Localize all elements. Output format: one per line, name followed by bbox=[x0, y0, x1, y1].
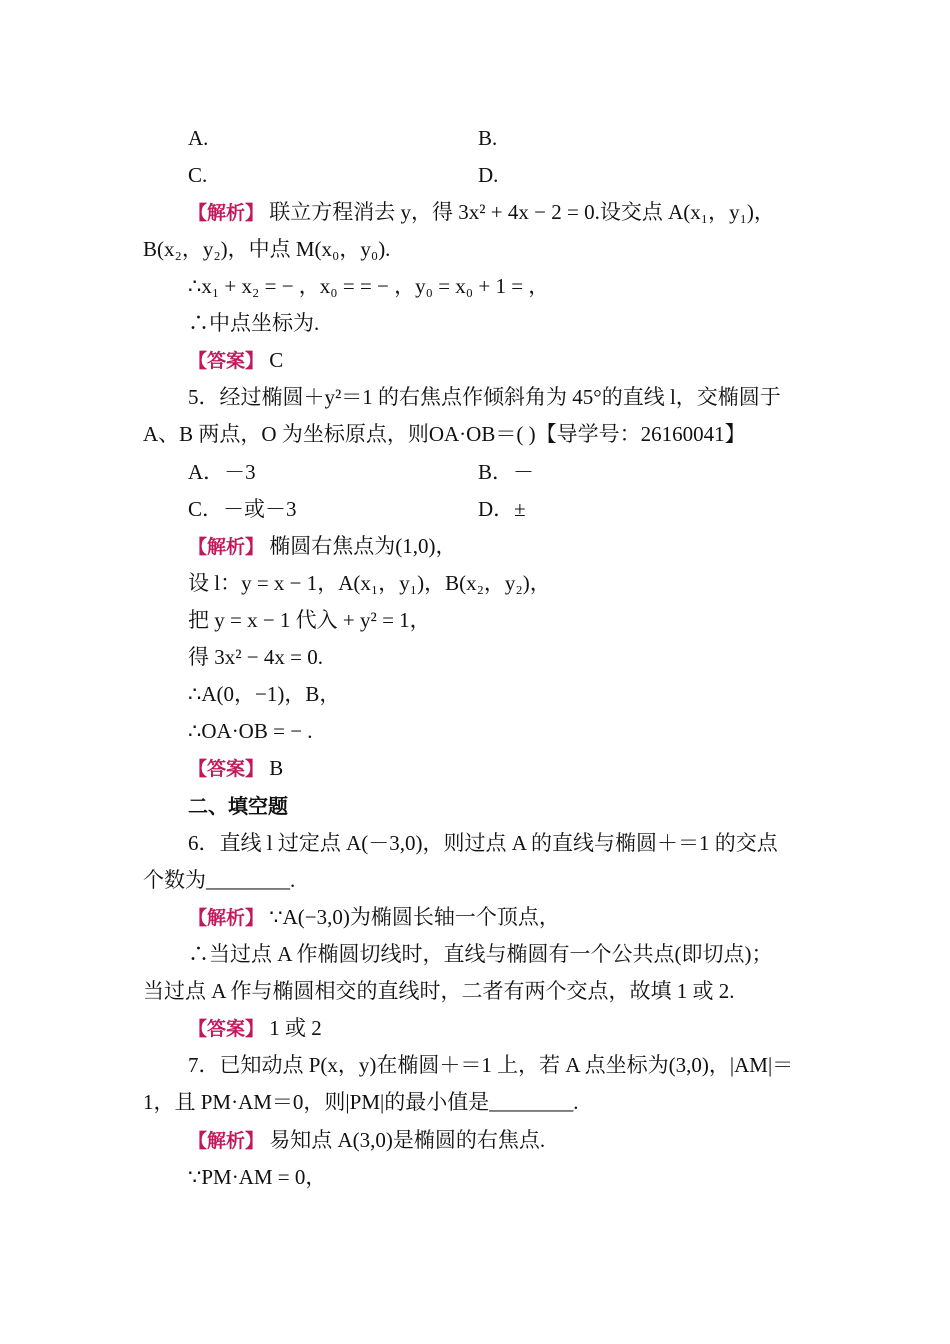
option-c: C．－或－3 bbox=[188, 497, 297, 521]
answer-line bbox=[188, 347, 283, 374]
text-line: B(x₂，y₂)，中点 M(x₀，y₀). bbox=[143, 237, 391, 261]
analysis-line bbox=[188, 1127, 545, 1154]
analysis-tag: 【解析】 bbox=[188, 536, 265, 558]
analysis-text: ∵A(−3,0)为椭圆长轴一个顶点， bbox=[264, 905, 560, 929]
answer-tag: 【答案】 bbox=[188, 758, 265, 780]
section-header: 二、填空题 bbox=[188, 794, 288, 818]
text-line: 得 3x² − 4x = 0. bbox=[188, 645, 323, 669]
analysis-tag: 【解析】 bbox=[188, 202, 265, 224]
answer-line bbox=[188, 755, 283, 782]
question-5: 5．经过椭圆＋y²＝1 的右焦点作倾斜角为 45°的直线 l，交椭圆于 bbox=[188, 385, 781, 409]
text-line: ∴当过点 A 作椭圆切线时，直线与椭圆有一个公共点(即切点)； bbox=[188, 942, 773, 966]
option-a: A. bbox=[188, 126, 209, 150]
analysis-tag: 【解析】 bbox=[188, 1130, 265, 1152]
analysis-text: 联立方程消去 y，得 3x² + 4x − 2 = 0.设交点 A(x₁，y₁)， bbox=[264, 200, 775, 224]
text-line: ∵PM·AM = 0， bbox=[188, 1165, 327, 1189]
text-line: ∴中点坐标为. bbox=[188, 311, 320, 335]
option-d: D．± bbox=[478, 497, 526, 521]
answer-text: 1 或 2 bbox=[264, 1016, 322, 1040]
text-line: ∴x₁ + x₂ = − ，x₀ = = − ，y₀ = x₀ + 1 = ， bbox=[188, 274, 550, 298]
option-b: B．－ bbox=[478, 460, 535, 484]
text-line: ∴OA·OB = − . bbox=[188, 719, 313, 743]
question-7: 7．已知动点 P(x，y)在椭圆＋＝1 上，若 A 点坐标为(3,0)，|AM|＝ bbox=[188, 1053, 794, 1077]
answer-text: B bbox=[264, 756, 284, 780]
analysis-line bbox=[188, 199, 775, 226]
text-line: 把 y = x − 1 代入 + y² = 1， bbox=[188, 608, 431, 632]
analysis-line bbox=[188, 904, 560, 931]
answer-tag: 【答案】 bbox=[188, 1018, 265, 1040]
question-6-cont: 个数为________. bbox=[143, 868, 296, 892]
analysis-text: 易知点 A(3,0)是椭圆的右焦点. bbox=[264, 1128, 546, 1152]
analysis-line bbox=[188, 533, 457, 560]
question-6: 6．直线 l 过定点 A(－3,0)，则过点 A 的直线与椭圆＋＝1 的交点 bbox=[188, 831, 778, 855]
analysis-tag: 【解析】 bbox=[188, 907, 265, 929]
answer-tag: 【答案】 bbox=[188, 350, 265, 372]
option-c: C. bbox=[188, 163, 208, 187]
text-line: 当过点 A 作与椭圆相交的直线时，二者有两个交点，故填 1 或 2. bbox=[143, 979, 735, 1003]
question-7-cont: 1，且 PM·AM＝0，则|PM|的最小值是________. bbox=[143, 1090, 579, 1114]
option-b: B. bbox=[478, 126, 498, 150]
text-line: ∴A(0，−1)，B， bbox=[188, 682, 341, 706]
analysis-text: 椭圆右焦点为(1,0)， bbox=[264, 534, 457, 558]
text-line: 设 l：y = x − 1，A(x₁，y₁)，B(x₂，y₂)， bbox=[188, 571, 551, 595]
option-a: A．－3 bbox=[188, 460, 256, 484]
answer-text: C bbox=[264, 348, 284, 372]
option-d: D. bbox=[478, 163, 499, 187]
answer-line bbox=[188, 1015, 322, 1042]
question-5-cont: A、B 两点，O 为坐标原点，则OA·OB＝( )【导学号：26160041】 bbox=[143, 422, 746, 446]
